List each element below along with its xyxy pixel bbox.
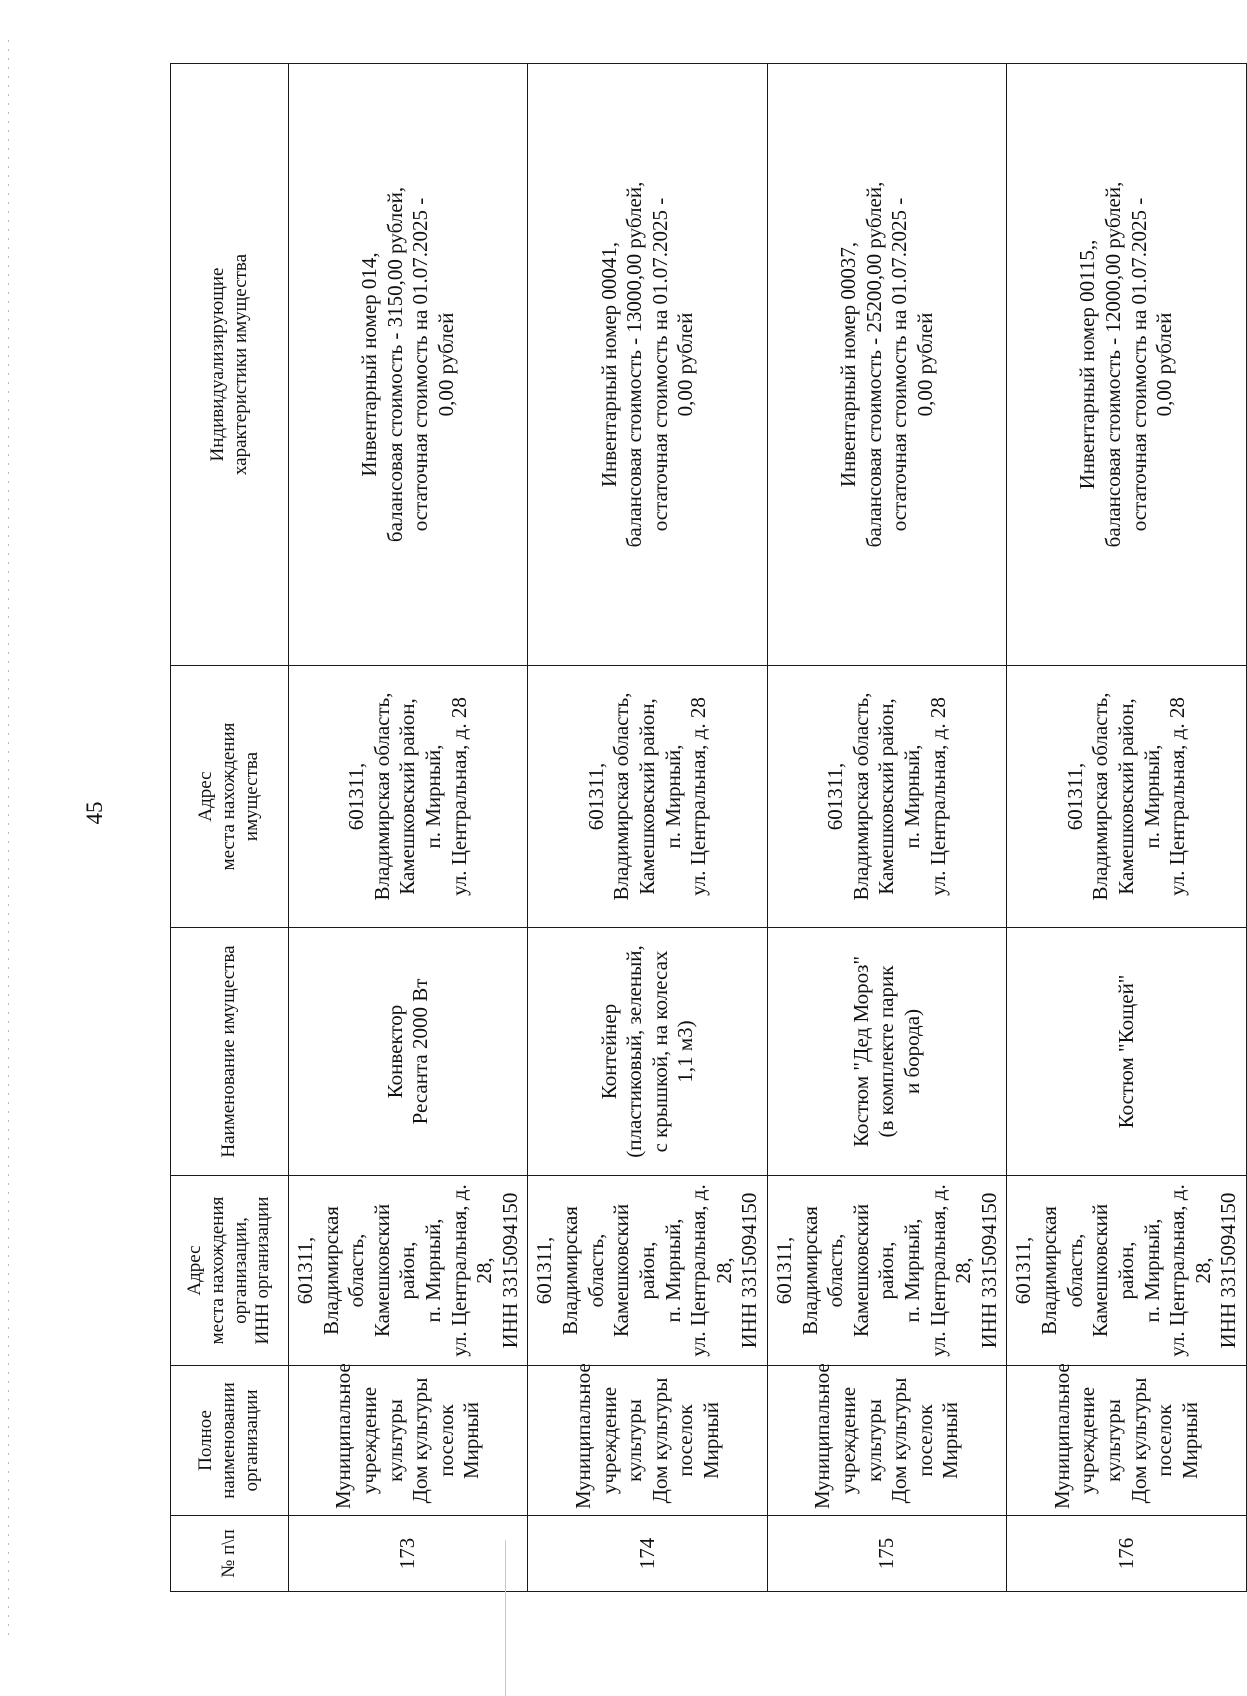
organization-address: 601311, Владимирская область, Камешковский район, п. Мирный, ул. Центральная, д. 28, ИНН 3315094150	[528, 1176, 767, 1366]
row-number: 176	[1007, 1516, 1246, 1592]
scan-crease-artifact	[505, 1540, 506, 1696]
property-characteristics: Инвентарный номер 014, балансовая стоимость - 3150,00 рублей, остаточная стоимость на 01.07.2025 - 0,00 рублей	[289, 64, 528, 666]
table-row	[1007, 64, 1246, 1592]
property-name: Костюм "Кощей"	[1007, 928, 1246, 1176]
organization-name: Муниципальное учреждение культуры Дом культуры поселок Мирный	[767, 1366, 1006, 1516]
organization-address: 601311, Владимирская область, Камешковский район, п. Мирный, ул. Центральная, д. 28, ИНН 3315094150	[289, 1176, 528, 1366]
property-characteristics: Инвентарный номер 00041, балансовая стоимость - 13000,00 рублей, остаточная стоимость на 01.07.2025 - 0,00 рублей	[528, 64, 767, 666]
page-number: 45	[82, 801, 107, 825]
row-number: 174	[528, 1516, 767, 1592]
organization-name: Муниципальное учреждение культуры Дом культуры поселок Мирный	[289, 1366, 528, 1516]
row-number: 173	[289, 1516, 528, 1592]
organization-name: Муниципальное учреждение культуры Дом культуры поселок Мирный	[1007, 1366, 1246, 1516]
table-row	[528, 64, 767, 1592]
organization-address: 601311, Владимирская область, Камешковский район, п. Мирный, ул. Центральная, д. 28, ИНН 3315094150	[767, 1176, 1006, 1366]
organization-name: Муниципальное учреждение культуры Дом культуры поселок Мирный	[528, 1366, 767, 1516]
table-row	[289, 64, 528, 1592]
header-number: № п\п	[171, 1516, 289, 1592]
property-name: Конвектор Ресанта 2000 Вт	[289, 928, 528, 1176]
property-characteristics: Инвентарный номер 00115,, балансовая стоимость - 12000,00 рублей, остаточная стоимость на 01.07.2025 - 0,00 рублей	[1007, 64, 1246, 666]
property-name: Костюм "Дед Мороз" (в комплекте парик и борода)	[767, 928, 1006, 1176]
header-property-name: Наименование имущества	[171, 928, 289, 1176]
property-address: 601311, Владимирская область, Камешковский район, п. Мирный, ул. Центральная, д. 28	[1007, 666, 1246, 928]
property-characteristics: Инвентарный номер 00037, балансовая стоимость - 25200,00 рублей, остаточная стоимость на 01.07.2025 - 0,00 рублей	[767, 64, 1006, 666]
rotated-table-container	[170, 64, 1241, 1592]
scan-margin-artifact	[8, 40, 9, 1640]
header-organization-name: Полное наименовании организации	[171, 1366, 289, 1516]
property-address: 601311, Владимирская область, Камешковский район, п. Мирный, ул. Центральная, д. 28	[289, 666, 528, 928]
row-number: 175	[767, 1516, 1006, 1592]
organization-address: 601311, Владимирская область, Камешковский район, п. Мирный, ул. Центральная, д. 28, ИНН 3315094150	[1007, 1176, 1246, 1366]
header-property-address: Адрес места нахождения имущества	[171, 666, 289, 928]
header-characteristics: Индивидуализирующие характеристики имущества	[171, 64, 289, 666]
property-registry-table	[170, 63, 1247, 1592]
property-name: Контейнер (пластиковый, зеленый, с крышкой, на колесах 1,1 м3)	[528, 928, 767, 1176]
table-row	[767, 64, 1006, 1592]
property-address: 601311, Владимирская область, Камешковский район, п. Мирный, ул. Центральная, д. 28	[528, 666, 767, 928]
header-organization-address: Адрес места нахождения организации, ИНН организации	[171, 1176, 289, 1366]
table-header-row	[171, 64, 289, 1592]
property-address: 601311, Владимирская область, Камешковский район, п. Мирный, ул. Центральная, д. 28	[767, 666, 1006, 928]
